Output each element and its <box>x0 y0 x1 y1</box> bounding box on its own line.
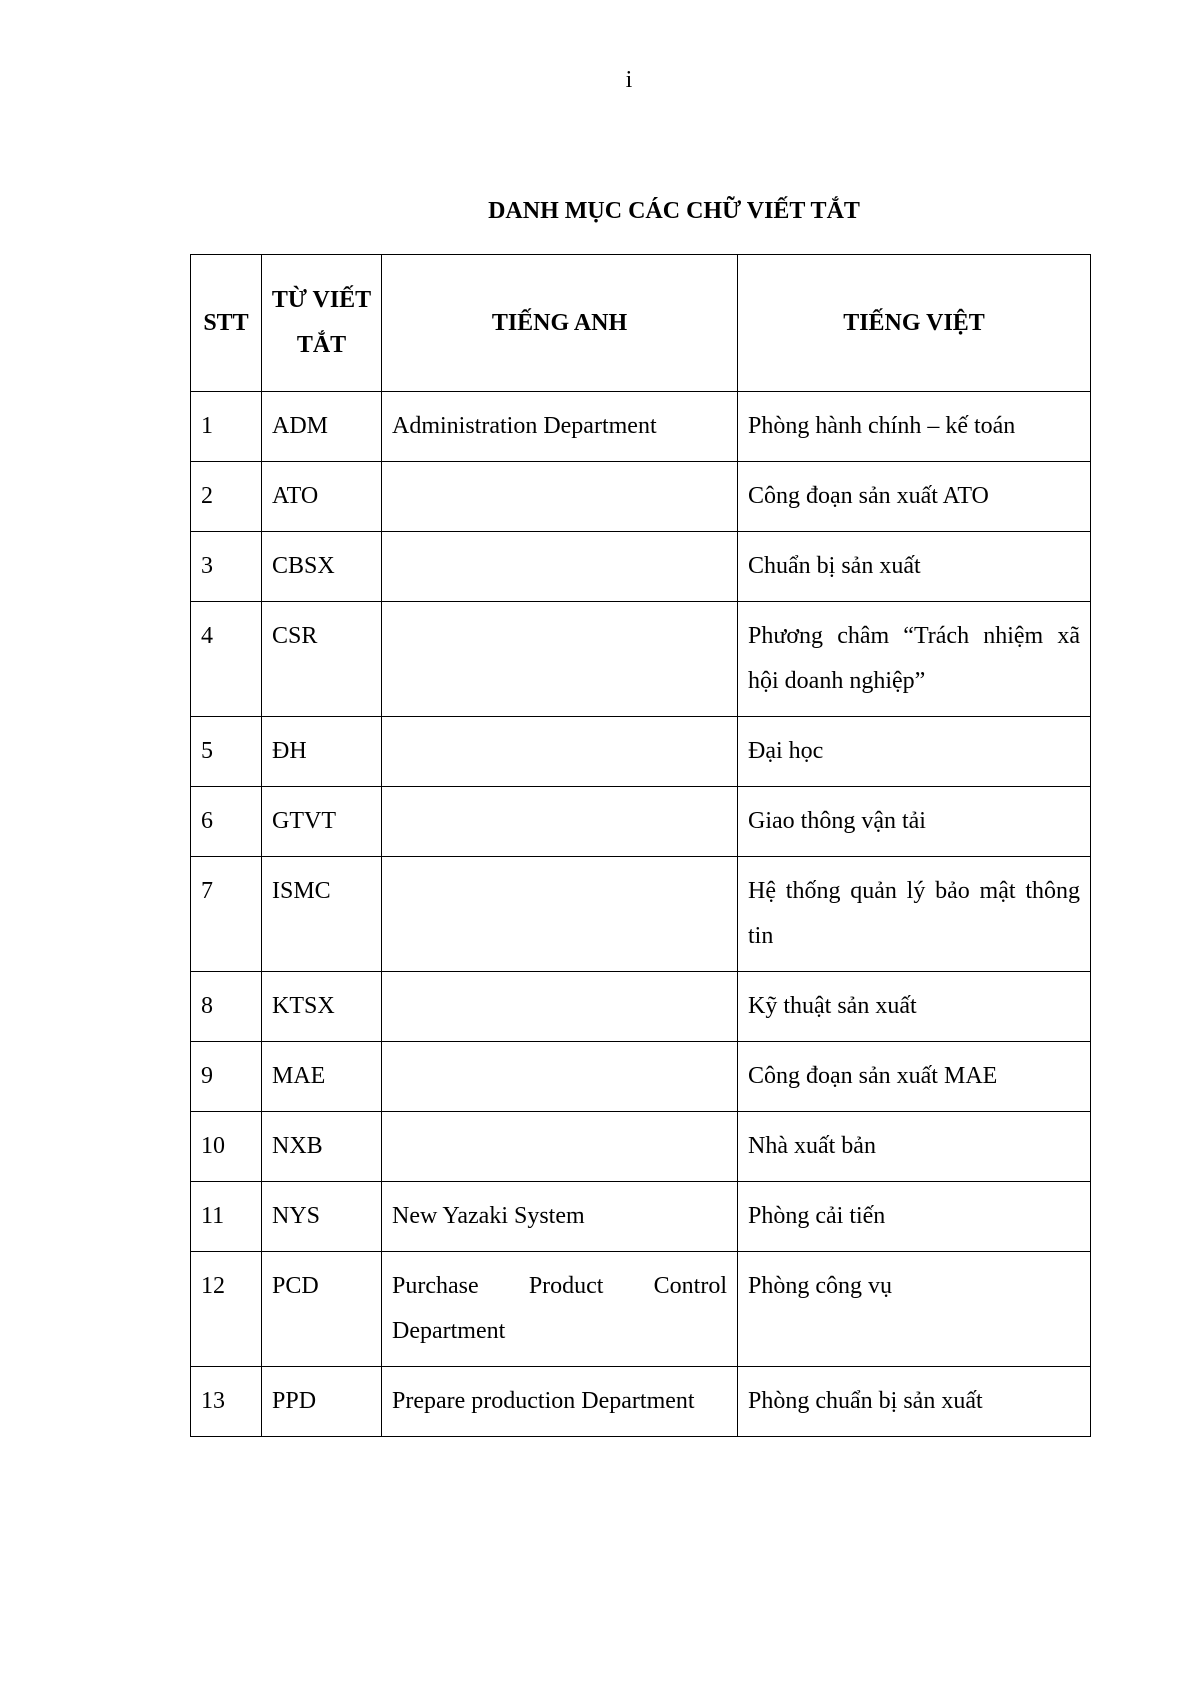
table-row <box>191 972 1091 1042</box>
cell-stt: 12 <box>191 1252 262 1367</box>
cell-english <box>382 462 738 532</box>
cell-abbreviation: CBSX <box>262 532 382 602</box>
table-row <box>191 532 1091 602</box>
table-row <box>191 602 1091 717</box>
cell-stt: 2 <box>191 462 262 532</box>
cell-stt: 7 <box>191 857 262 972</box>
cell-vietnamese: Nhà xuất bản <box>738 1112 1091 1182</box>
cell-english <box>382 972 738 1042</box>
cell-vietnamese: Phòng cải tiến <box>738 1182 1091 1252</box>
table-row <box>191 462 1091 532</box>
cell-vietnamese: Phương châm “Trách nhiệm xã hội doanh nghiệp” <box>738 602 1091 717</box>
cell-abbreviation: MAE <box>262 1042 382 1112</box>
cell-vietnamese: Chuẩn bị sản xuất <box>738 532 1091 602</box>
cell-vietnamese: Công đoạn sản xuất ATO <box>738 462 1091 532</box>
cell-stt: 9 <box>191 1042 262 1112</box>
cell-stt: 11 <box>191 1182 262 1252</box>
cell-stt: 6 <box>191 787 262 857</box>
cell-english: Prepare production Department <box>382 1367 738 1437</box>
cell-abbreviation: PCD <box>262 1252 382 1367</box>
cell-abbreviation: ĐH <box>262 717 382 787</box>
cell-english <box>382 1042 738 1112</box>
header-stt: STT <box>191 255 262 392</box>
header-english: TIẾNG ANH <box>382 255 738 392</box>
table-row <box>191 857 1091 972</box>
cell-stt: 1 <box>191 392 262 462</box>
table-row <box>191 1252 1091 1367</box>
cell-stt: 4 <box>191 602 262 717</box>
table-row <box>191 1042 1091 1112</box>
table-row <box>191 1367 1091 1437</box>
cell-vietnamese: Phòng chuẩn bị sản xuất <box>738 1367 1091 1437</box>
cell-abbreviation: KTSX <box>262 972 382 1042</box>
cell-abbreviation: CSR <box>262 602 382 717</box>
cell-stt: 10 <box>191 1112 262 1182</box>
cell-stt: 5 <box>191 717 262 787</box>
cell-vietnamese: Đại học <box>738 717 1091 787</box>
cell-abbreviation: ADM <box>262 392 382 462</box>
page-title: DANH MỤC CÁC CHỮ VIẾT TẮT <box>488 198 860 224</box>
cell-stt: 3 <box>191 532 262 602</box>
cell-english <box>382 1112 738 1182</box>
header-abbreviation: TỪ VIẾT TẮT <box>262 255 382 392</box>
cell-vietnamese: Phòng công vụ <box>738 1252 1091 1367</box>
cell-english <box>382 717 738 787</box>
cell-abbreviation: NXB <box>262 1112 382 1182</box>
cell-abbreviation: ATO <box>262 462 382 532</box>
table-row <box>191 717 1091 787</box>
cell-english: Purchase Product Control Department <box>382 1252 738 1367</box>
cell-english: Administration Department <box>382 392 738 462</box>
cell-vietnamese: Kỹ thuật sản xuất <box>738 972 1091 1042</box>
cell-vietnamese: Giao thông vận tải <box>738 787 1091 857</box>
cell-english: New Yazaki System <box>382 1182 738 1252</box>
page-number: i <box>625 67 633 93</box>
cell-abbreviation: PPD <box>262 1367 382 1437</box>
cell-abbreviation: NYS <box>262 1182 382 1252</box>
table-row <box>191 392 1091 462</box>
cell-vietnamese: Hệ thống quản lý bảo mật thông tin <box>738 857 1091 972</box>
header-vietnamese: TIẾNG VIỆT <box>738 255 1091 392</box>
cell-vietnamese: Phòng hành chính – kế toán <box>738 392 1091 462</box>
cell-english <box>382 602 738 717</box>
table-header-row <box>191 255 1091 392</box>
table-row <box>191 1182 1091 1252</box>
table-row <box>191 1112 1091 1182</box>
cell-english <box>382 532 738 602</box>
cell-abbreviation: ISMC <box>262 857 382 972</box>
cell-english <box>382 857 738 972</box>
cell-stt: 13 <box>191 1367 262 1437</box>
table-row <box>191 787 1091 857</box>
table-body <box>191 392 1091 1437</box>
table-header <box>191 255 1091 392</box>
cell-english <box>382 787 738 857</box>
abbreviation-table <box>190 254 1091 1437</box>
cell-stt: 8 <box>191 972 262 1042</box>
cell-abbreviation: GTVT <box>262 787 382 857</box>
cell-vietnamese: Công đoạn sản xuất MAE <box>738 1042 1091 1112</box>
